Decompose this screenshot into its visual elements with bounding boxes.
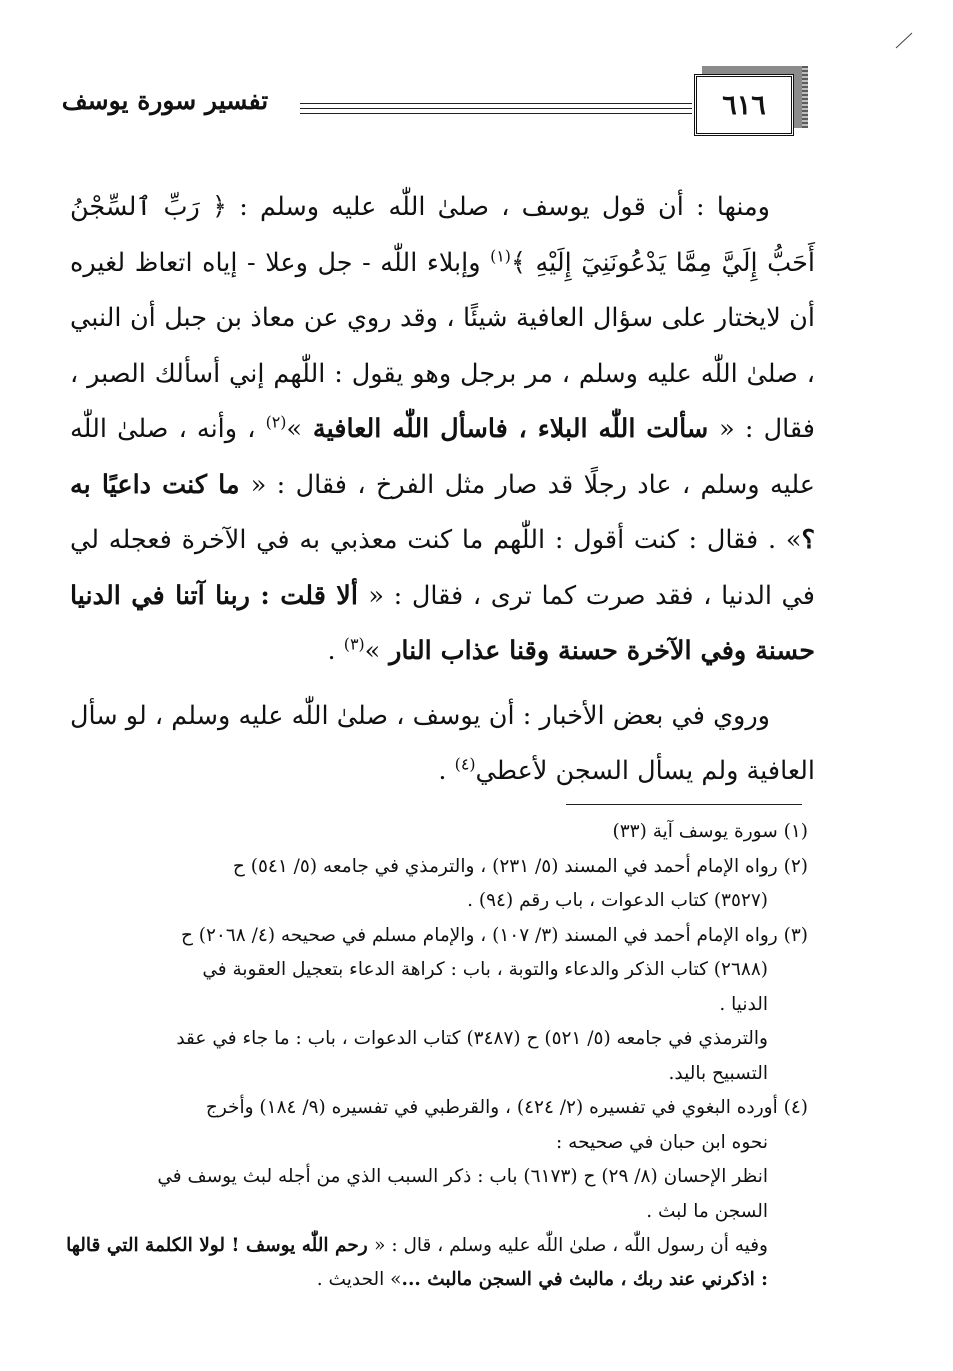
p2-end: . bbox=[438, 756, 455, 786]
footnotes bbox=[60, 815, 808, 1297]
p1-text-a: ومنها : أن قول يوسف ، صلىٰ اللّٰه عليه وسلم : ﴿ رَبِّ ٱلسِّجْنُ أَحَبُّ إِلَيَّ مِمَّا يَدْعُونَنِيٓ إِلَيْهِ ﴾ bbox=[70, 192, 815, 278]
corner-pen-mark bbox=[894, 30, 914, 50]
main-text bbox=[70, 180, 815, 800]
footnote-4-text: وفيه أن رسول اللّٰه ، صلىٰ اللّٰه عليه وسلم ، قال : « bbox=[374, 1235, 768, 1256]
hadith-quote-1: سألت اللّٰه البلاء ، فاسأل اللّٰه العافية bbox=[302, 414, 720, 444]
footnote-separator bbox=[566, 804, 802, 805]
paragraph-1 bbox=[70, 180, 815, 680]
footnote-3-cont: (٢٦٨٨) كتاب الذكر والدعاء والتوبة ، باب : كراهة الدعاء بتعجيل العقوبة في bbox=[202, 959, 768, 980]
page-number-frame-shadow-top bbox=[702, 66, 808, 74]
footnote-1: (١) سورة يوسف آية (٣٣) bbox=[612, 821, 808, 842]
footnote-4-cont: نحوه ابن حبان في صحيحه : bbox=[556, 1131, 768, 1153]
p1-text-d: » . فقال : كنت أقول : اللّٰهم ما كنت معذبي به في الآخرة فعجله لي في الدنيا ، فقد صرت كما ترى ، فقال : « bbox=[70, 525, 816, 611]
footnote-4-hadith-quote: رحم اللّٰه يوسف ! لولا الكلمة التي قالها : اذكرني عند ربك ، مالبث في السجن مالبث ... bbox=[66, 1235, 768, 1290]
footnote-ref-4: (٤) bbox=[454, 754, 476, 774]
paragraph-2 bbox=[70, 689, 815, 800]
p1-close-quote-1: » bbox=[286, 414, 303, 444]
footnote-2: (٢) رواه الإمام أحمد في المسند (٥/ ٢٣١) ، والترمذي في جامعه (٥/ ٥٤١) ح bbox=[232, 855, 808, 877]
hadith-quote-3: ألا قلت : ربنا آتنا في الدنيا حسنة وفي الآخرة حسنة وقنا عذاب النار bbox=[70, 580, 815, 666]
footnote-4-cont-4 bbox=[60, 1229, 808, 1296]
footnote-4-text-end: » الحديث . bbox=[316, 1268, 402, 1290]
footnote-4-cont-2: انظر الإحسان (٨/ ٢٩) ح (٦١٧٣) باب : ذكر السبب الذي من أجله لبث يوسف في bbox=[157, 1166, 768, 1187]
p2-text: وروي في بعض الأخبار : أن يوسف ، صلىٰ اللّٰه عليه وسلم ، لو سأل العافية ولم يسأل السجن لأعطي bbox=[70, 700, 815, 786]
hadith-quote-2: ما كنت داعيًا به ؟ bbox=[70, 469, 815, 555]
p1-text-c: ، وأنه ، صلىٰ اللّٰه عليه وسلم ، عاد رجلًا قد صار مثل الفرخ ، فقال : « bbox=[70, 414, 815, 500]
footnote-4: (٤) أورده البغوي في تفسيره (٢/ ٤٢٤) ، والقرطبي في تفسيره (٩/ ١٨٤) وأخرج bbox=[205, 1097, 808, 1118]
p1-text-b: وإبلاء اللّٰه - جل وعلا - إياه اتعاظ لغيره أن لايختار على سؤال العافية شيئًا ، وقد روي عن معاذ بن جبل أن النبي ، صلىٰ اللّٰه عليه وسلم ، مر برجل وهو يقول : اللّٰهم إني أسألك الصبر ، فقال : « bbox=[70, 247, 815, 444]
page-number-frame bbox=[694, 74, 794, 136]
footnote-ref-2: (٢) bbox=[265, 412, 287, 432]
footnote-3: (٣) رواه الإمام أحمد في المسند (٣/ ١٠٧) ، والإمام مسلم في صحيحه (٤/ ٢٠٦٨) ح bbox=[180, 924, 808, 946]
header-rule bbox=[300, 103, 692, 117]
running-header-title: تفسير سورة يوسف bbox=[61, 86, 269, 115]
footnote-ref-3: (٣) bbox=[343, 634, 365, 654]
footnote-4-cont-3: السجن ما لبث . bbox=[646, 1200, 768, 1222]
footnote-ref-1: (١) bbox=[490, 246, 511, 265]
page-number: ٦١٦ bbox=[722, 89, 766, 121]
footnote-3-cont-3: والترمذي في جامعه (٥/ ٥٢١) ح (٣٤٨٧) كتاب الدعوات ، باب : ما جاء في عقد bbox=[176, 1028, 768, 1049]
footnote-3-cont-2: الدنيا . bbox=[719, 993, 768, 1015]
p1-end: . bbox=[327, 636, 344, 666]
p1-close-quote-3: » bbox=[364, 636, 381, 666]
footnote-2-cont: (٣٥٢٧) كتاب الدعوات ، باب رقم (٩٤) . bbox=[467, 890, 768, 911]
footnote-3-cont-4: التسبيح باليد. bbox=[668, 1062, 768, 1084]
page-number-frame-shadow-side bbox=[794, 66, 808, 128]
